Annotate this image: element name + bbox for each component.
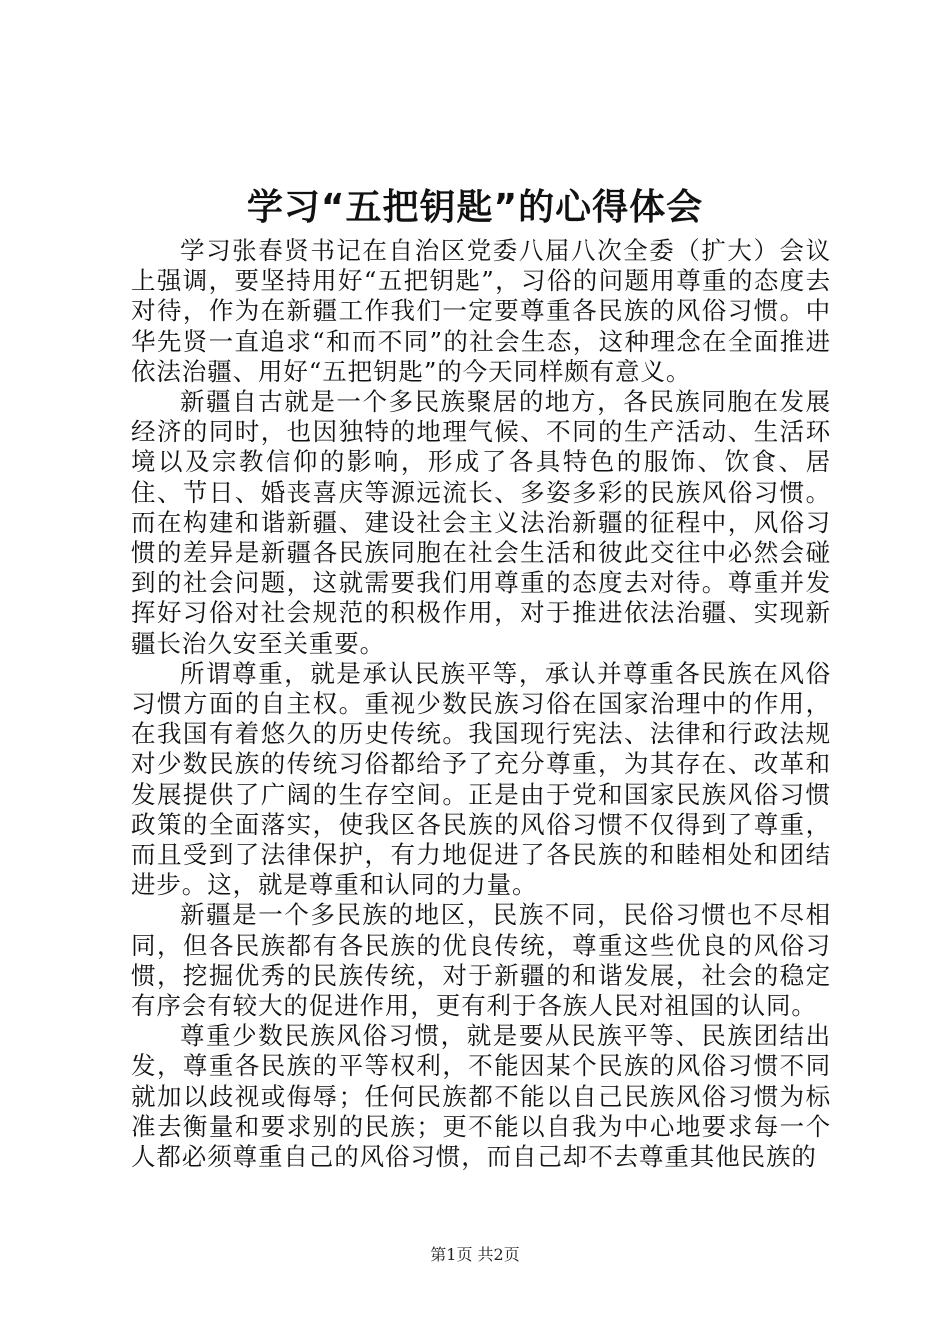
paragraph-1: 学习张春贤书记在自治区党委八届八次全委（扩大）会议上强调，要坚持用好“五把钥匙”，习俗的问题用尊重的态度去对待，作为在新疆工作我们一定要尊重各民族的风俗习惯。中华先贤一直追求“和而不同”的社会生态，这种理念在全面推进依法治疆、用好“五把钥匙”的今天同样颇有意义。 [131,236,831,386]
paragraph-5: 尊重少数民族风俗习惯，就是要从民族平等、民族团结出发，尊重各民族的平等权利，不能因某个民族的风俗习惯不同就加以歧视或侮辱；任何民族都不能以自己民族风俗习惯为标准去衡量和要求别的民族；更不能以自我为中心地要求每一个人都必须尊重自己的风俗习惯，而自己却不去尊重其他民族的 [131,1021,831,1172]
document-title: 学习“五把钥匙”的心得体会 [246,187,704,228]
paragraph-4: 新疆是一个多民族的地区，民族不同，民俗习惯也不尽相同，但各民族都有各民族的优良传统，尊重这些优良的风俗习惯，挖掘优秀的民族传统，对于新疆的和谐发展，社会的稳定有序会有较大的促进作用，更有利于各族人民对祖国的认同。 [131,900,831,1021]
document-body [131,236,831,1172]
paragraph-3: 所谓尊重，就是承认民族平等，承认并尊重各民族在风俗习惯方面的自主权。重视少数民族习俗在国家治理中的作用，在我国有着悠久的历史传统。我国现行宪法、法律和行政法规对少数民族的传统习俗都给予了充分尊重，为其存在、改革和发展提供了广阔的生存空间。正是由于党和国家民族风俗习惯政策的全面落实，使我区各民族的风俗习惯不仅得到了尊重，而且受到了法律保护，有力地促进了各民族的和睦相处和团结进步。这，就是尊重和认同的力量。 [131,658,831,900]
page-footer: 第1页 共2页 [430,1245,520,1264]
paragraph-2: 新疆自古就是一个多民族聚居的地方，各民族同胞在发展经济的同时，也因独特的地理气候、不同的生产活动、生活环境以及宗教信仰的影响，形成了各具特色的服饰、饮食、居住、节日、婚丧喜庆等源远流长、多姿多彩的民族风俗习惯。而在构建和谐新疆、建设社会主义法治新疆的征程中，风俗习惯的差异是新疆各民族同胞在社会生活和彼此交往中必然会碰到的社会问题，这就需要我们用尊重的态度去对待。尊重并发挥好习俗对社会规范的积极作用，对于推进依法治疆、实现新疆长治久安至关重要。 [131,387,831,658]
